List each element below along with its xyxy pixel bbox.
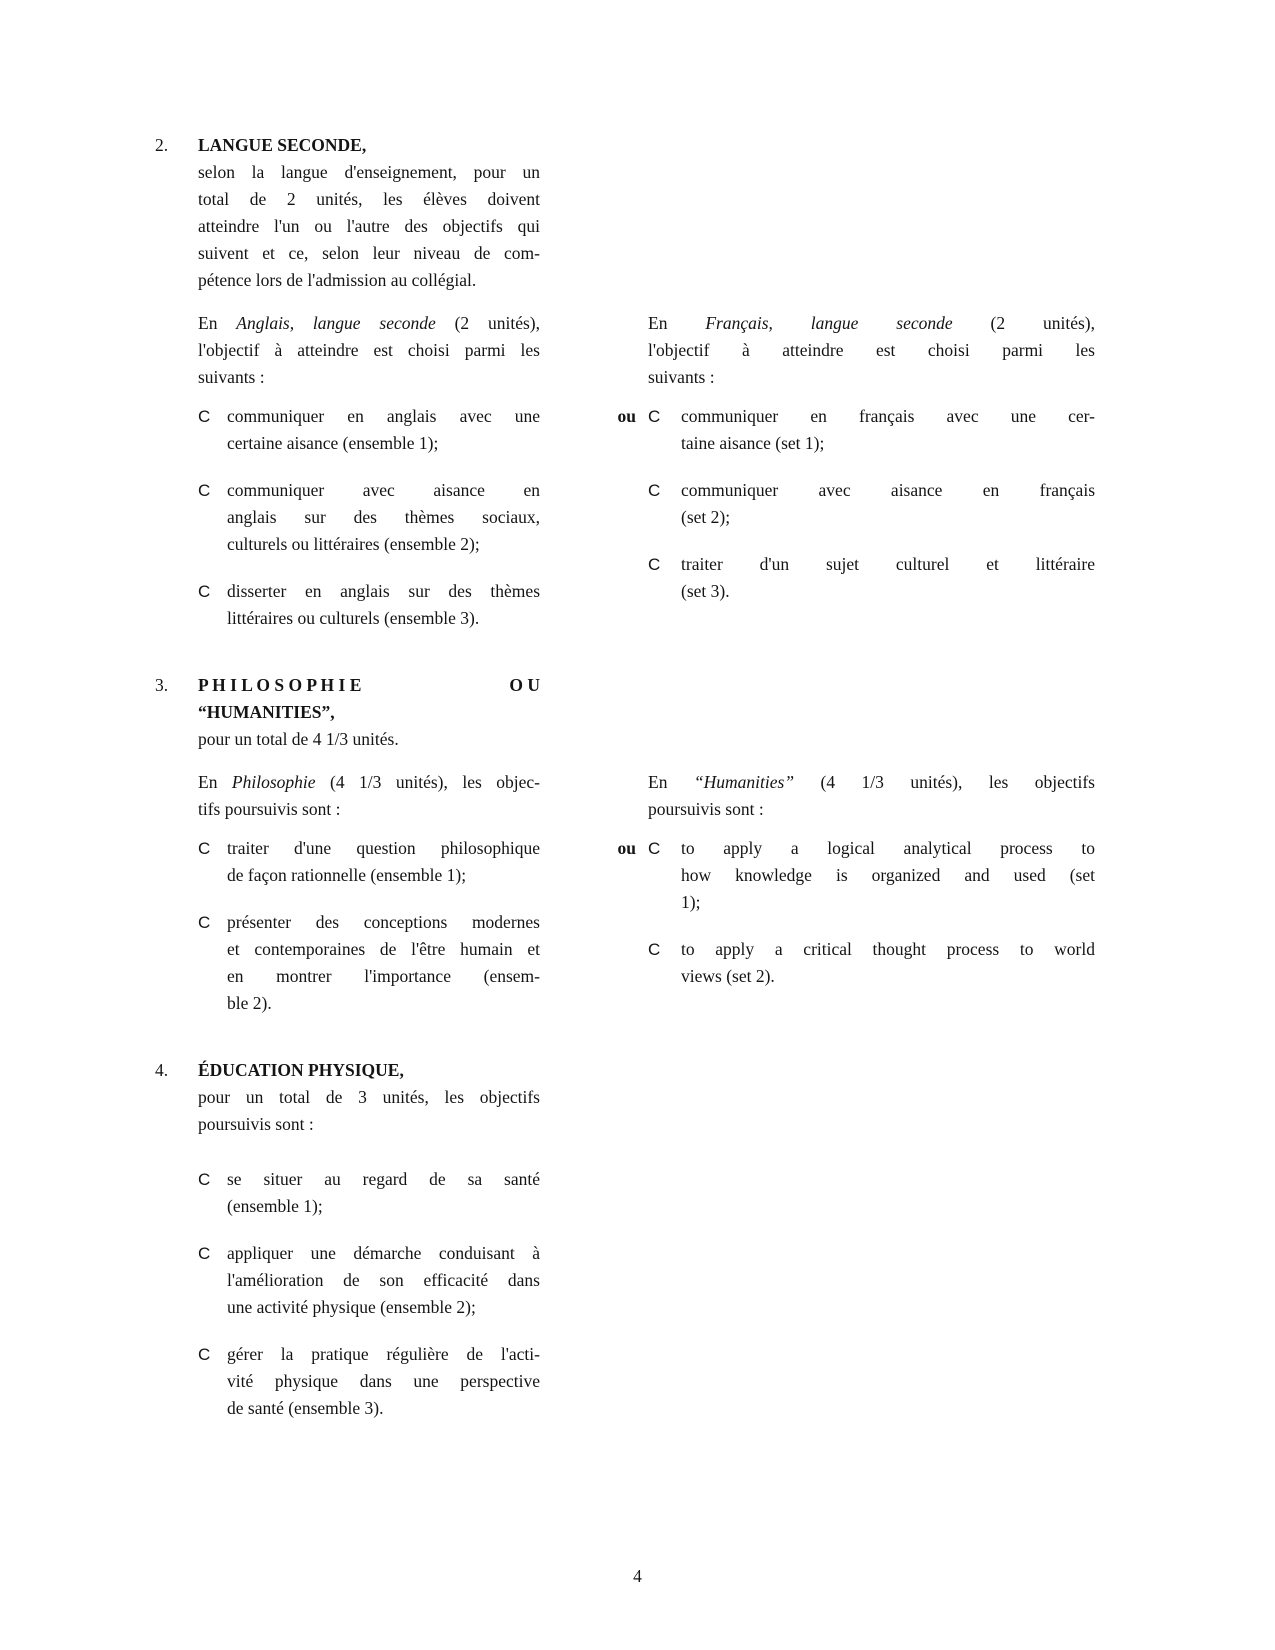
text-line: appliquer une démarche conduisant à xyxy=(227,1243,540,1263)
bullet-text xyxy=(681,551,1095,605)
text-line: how knowledge is organized and used (set xyxy=(681,865,1095,885)
section-3-heading-row xyxy=(155,672,1275,753)
spacer-cell xyxy=(648,672,1095,753)
text-line: disserter en anglais sur des thèmes xyxy=(227,581,540,601)
spacer-cell xyxy=(648,132,1095,294)
text-line: de façon rationnelle (ensemble 1); xyxy=(227,865,467,885)
section-2-heading-block xyxy=(198,132,540,294)
text-line: En Philosophie (4 1/3 unités), les objec- xyxy=(198,772,540,792)
section-3-right-bullets xyxy=(648,835,1095,990)
text-line: l'objectif à atteindre est choisi parmi les xyxy=(648,340,1095,360)
spacer-cell xyxy=(155,1154,198,1422)
section-2-content-row xyxy=(155,310,1275,632)
bullet-text xyxy=(227,1166,540,1220)
section-2-number: 2. xyxy=(155,135,169,155)
section-3-title-philosophie: P H I L O S O P H I E xyxy=(198,675,362,695)
text-line: en montrer l'importance (ensem- xyxy=(227,966,540,986)
spacer-cell xyxy=(540,1154,648,1422)
bullet-marker: C xyxy=(648,407,661,426)
section-2-left-bullets xyxy=(198,403,540,632)
list-item xyxy=(648,835,1095,916)
list-item xyxy=(648,551,1095,605)
section-4-content-row xyxy=(155,1154,1275,1422)
bullet-marker: C xyxy=(198,1345,211,1364)
section-2-left-intro xyxy=(198,310,540,391)
bullet-text xyxy=(227,578,540,632)
text-line: communiquer avec aisance en français xyxy=(681,480,1095,500)
text-line: une activité physique (ensemble 2); xyxy=(227,1297,476,1317)
spacer-cell xyxy=(540,132,648,294)
text-line: traiter d'une question philosophique xyxy=(227,838,540,858)
text-line: tifs poursuivis sont : xyxy=(198,799,341,819)
or-divider-label: ou xyxy=(617,406,636,426)
text-line: selon la langue d'enseignement, pour un xyxy=(198,162,540,182)
page-number: 4 xyxy=(633,1566,642,1586)
section-3-content-row xyxy=(155,769,1275,1017)
text-line: communiquer avec aisance en xyxy=(227,480,540,500)
section-2-right-bullets xyxy=(648,403,1095,605)
text-line: de santé (ensemble 3). xyxy=(227,1398,384,1418)
text-line: pour un total de 3 unités, les objectifs xyxy=(198,1087,540,1107)
text-line: communiquer en anglais avec une xyxy=(227,406,540,426)
text-line: et contemporaines de l'être humain et xyxy=(227,939,540,959)
spacer-cell xyxy=(155,769,198,1017)
text-line: pour un total de 4 1/3 unités. xyxy=(198,729,399,749)
text-line: 1); xyxy=(681,892,701,912)
list-item xyxy=(198,1240,540,1321)
bullet-marker: C xyxy=(648,555,661,574)
text-line: certaine aisance (ensemble 1); xyxy=(227,433,439,453)
section-3-right-intro xyxy=(648,769,1095,823)
section-4-title: ÉDUCATION PHYSIQUE, xyxy=(198,1060,404,1080)
text-line: poursuivis sont : xyxy=(648,799,764,819)
text-line: En Anglais, langue seconde (2 unités), xyxy=(198,313,540,333)
spacer-cell xyxy=(155,310,198,632)
text-line: présenter des conceptions modernes xyxy=(227,912,540,932)
list-item xyxy=(648,403,1095,457)
text-line: views (set 2). xyxy=(681,966,775,986)
bullet-marker: C xyxy=(198,913,211,932)
bullet-text xyxy=(227,909,540,1017)
section-2-title: LANGUE SECONDE, xyxy=(198,135,367,155)
section-2-right-intro xyxy=(648,310,1095,391)
section-3-left-column xyxy=(198,769,540,1017)
section-2-left-column xyxy=(198,310,540,632)
spacer-cell xyxy=(540,672,648,753)
text-line: suivants : xyxy=(648,367,715,387)
text-line: ble 2). xyxy=(227,993,272,1013)
spacer-cell xyxy=(648,1057,1095,1138)
section-2-right-column xyxy=(648,310,1095,632)
section-3-right-column xyxy=(648,769,1095,1017)
list-item xyxy=(198,477,540,558)
text-line: suivent et ce, selon leur niveau de com- xyxy=(198,243,540,263)
section-3-gutter xyxy=(540,769,648,1017)
text-line: l'objectif à atteindre est choisi parmi les xyxy=(198,340,540,360)
bullet-marker: C xyxy=(198,839,211,858)
text-line: anglais sur des thèmes sociaux, xyxy=(227,507,540,527)
text-line: poursuivis sont : xyxy=(198,1114,314,1134)
text-line: littéraires ou culturels (ensemble 3). xyxy=(227,608,480,628)
section-4-left-column xyxy=(198,1154,540,1422)
list-item xyxy=(198,1341,540,1422)
section-2-gutter xyxy=(540,310,648,632)
section-3-title-note xyxy=(198,726,540,753)
list-item xyxy=(648,477,1095,531)
bullet-text xyxy=(227,477,540,558)
text-line: suivants : xyxy=(198,367,265,387)
text-line: vité physique dans une perspective xyxy=(227,1371,540,1391)
text-line: gérer la pratique régulière de l'acti- xyxy=(227,1344,540,1364)
section-3-title-line2: “HUMANITIES”, xyxy=(198,702,335,722)
bullet-marker: C xyxy=(198,481,211,500)
section-4-heading-row xyxy=(155,1057,1275,1138)
bullet-text xyxy=(227,403,540,457)
bullet-marker: C xyxy=(198,1244,211,1263)
section-3-title-ou: O U xyxy=(509,675,540,695)
list-item xyxy=(198,403,540,457)
spacer-cell xyxy=(540,1057,648,1138)
section-3-heading-block xyxy=(198,672,540,753)
text-line: culturels ou littéraires (ensemble 2); xyxy=(227,534,480,554)
list-item xyxy=(198,578,540,632)
bullet-text xyxy=(681,835,1095,916)
text-line: taine aisance (set 1); xyxy=(681,433,825,453)
text-line: En “Humanities” (4 1/3 unités), les objectifs xyxy=(648,772,1095,792)
bullet-marker: C xyxy=(648,839,661,858)
or-divider-label: ou xyxy=(617,838,636,858)
text-line: En Français, langue seconde (2 unités), xyxy=(648,313,1095,333)
text-line: (ensemble 1); xyxy=(227,1196,323,1216)
bullet-text xyxy=(681,477,1095,531)
bullet-marker: C xyxy=(648,481,661,500)
section-2-langue-seconde xyxy=(155,132,1275,632)
text-line: l'amélioration de son efficacité dans xyxy=(227,1270,540,1290)
bullet-text xyxy=(227,835,540,889)
section-4-heading-block xyxy=(198,1057,540,1138)
bullet-marker: C xyxy=(198,407,211,426)
text-line: (set 3). xyxy=(681,581,730,601)
section-2-title-note xyxy=(198,159,540,294)
bullet-marker: C xyxy=(198,1170,211,1189)
text-line: to apply a logical analytical process to xyxy=(681,838,1095,858)
bullet-text xyxy=(227,1341,540,1422)
text-line: to apply a critical thought process to world xyxy=(681,939,1095,959)
bullet-text xyxy=(681,403,1095,457)
text-line: total de 2 unités, les élèves doivent xyxy=(198,189,540,209)
section-4-education-physique xyxy=(155,1057,1275,1422)
list-item xyxy=(198,909,540,1017)
text-line: pétence lors de l'admission au collégial. xyxy=(198,270,477,290)
text-line: atteindre l'un ou l'autre des objectifs qui xyxy=(198,216,540,236)
section-3-philosophie-humanities xyxy=(155,672,1275,1017)
list-item xyxy=(648,936,1095,990)
section-4-title-note xyxy=(198,1084,540,1138)
text-line: se situer au regard de sa santé xyxy=(227,1169,540,1189)
spacer-cell xyxy=(648,1154,1095,1422)
section-3-left-bullets xyxy=(198,835,540,1017)
bullet-text xyxy=(227,1240,540,1321)
section-4-number: 4. xyxy=(155,1060,169,1080)
bullet-text xyxy=(681,936,1095,990)
section-3-title-line1 xyxy=(198,672,540,699)
section-4-bullets xyxy=(198,1166,540,1422)
section-3-number: 3. xyxy=(155,675,169,695)
text-line: traiter d'un sujet culturel et littéraire xyxy=(681,554,1095,574)
text-line: (set 2); xyxy=(681,507,731,527)
section-2-heading-row xyxy=(155,132,1275,294)
section-3-left-intro xyxy=(198,769,540,823)
bullet-marker: C xyxy=(648,940,661,959)
list-item xyxy=(198,835,540,889)
list-item xyxy=(198,1166,540,1220)
bullet-marker: C xyxy=(198,582,211,601)
text-line: communiquer en français avec une cer- xyxy=(681,406,1095,426)
